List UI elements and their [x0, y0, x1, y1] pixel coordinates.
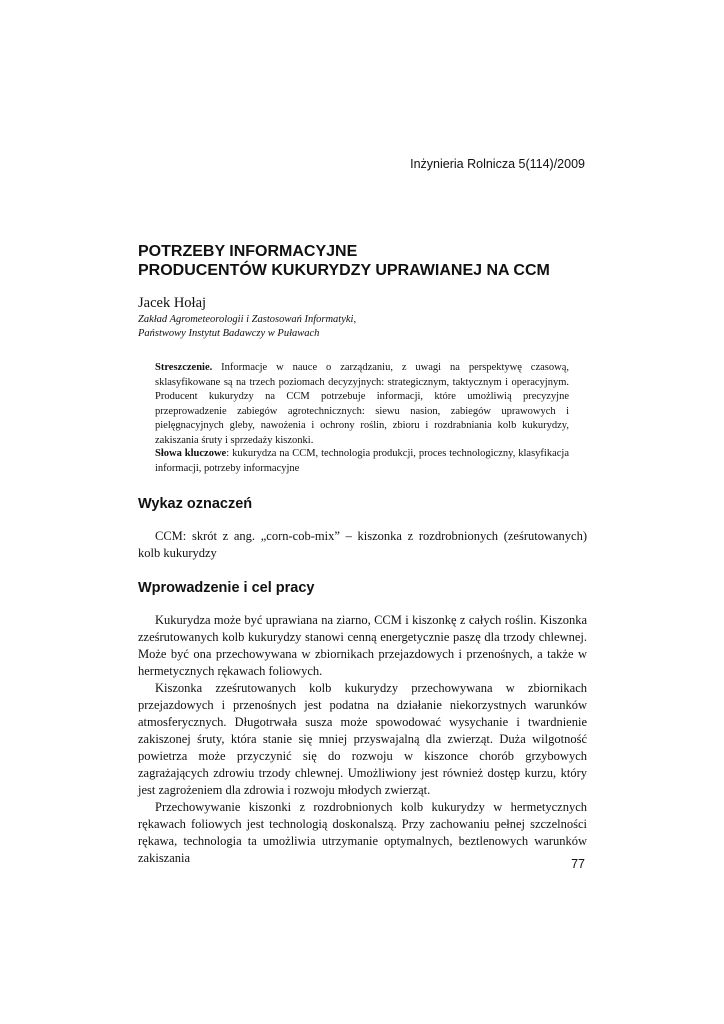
- intro-paragraph-3: Przechowywanie kiszonki z rozdrobnionych kolb kukurydzy w hermetycznych rękawach foliowych jest technologią doskonalszą. Przy zachowaniu pełnej szczelności rękawa, technologia ta umożliwia utrzymanie optymalnych, beztlenowych warunków zakiszania: [138, 800, 587, 865]
- journal-header: Inżynieria Rolnicza 5(114)/2009: [410, 157, 585, 171]
- keywords-label: Słowa kluczowe: [155, 448, 227, 459]
- affiliation-line-1: Zakład Agrometeorologii i Zastosowań Informatyki,: [138, 314, 357, 325]
- notation-heading: Wykaz oznaczeń: [138, 496, 253, 512]
- title-line-2: PRODUCENTÓW KUKURYDZY UPRAWIANEJ NA CCM: [138, 262, 550, 279]
- notation-text: [138, 528, 587, 562]
- page-number: 77: [571, 857, 585, 871]
- abstract-text: Informacje w nauce o zarządzaniu, z uwagi na perspektywę czasową, sklasyfikowane są na trzech poziomach decyzyjnych: strategicznym, taktycznym i operacyjnym. Producent kukurydzy na CCM potrzebuje informacji, które umożliwią precyzyjne przeprowadzenie zabiegów agrotechnicznych: siewu nasion, zabiegów uprawowych i pielęgnacyjnych gleby, nawożenia i ochrony roślin, zbioru i rozdrabniania kolb kukurydzy, zakiszania śruty i sprzedaży kiszonki.: [155, 362, 569, 446]
- notation-paragraph: CCM: skrót z ang. „corn-cob-mix” – kiszonka z rozdrobnionych (ześrutowanych) kolb kukurydzy: [138, 529, 587, 560]
- intro-heading: Wprowadzenie i cel pracy: [138, 580, 315, 596]
- abstract: [155, 361, 569, 448]
- abstract-label: Streszczenie.: [155, 362, 213, 373]
- keywords: [155, 447, 569, 476]
- paper-title: [138, 242, 598, 280]
- author-affiliation: [138, 313, 356, 341]
- intro-paragraph-2: Kiszonka zześrutowanych kolb kukurydzy przechowywana w zbiornikach przejazdowych i przenośnych jest podatna na działanie niekorzystnych warunków atmosferycznych. Długotrwała susza może spowodować wysychanie i twardnienie zakiszonej śruty, która stanie się mniej przyswajalną dla zwierząt. Duża wilgotność powietrza może przyczynić się do rozwoju w kiszonce chorób grzybowych zagrażających zdrowiu trzody chlewnej. Umożliwiony jest również dostęp kurzu, który jest zagrożeniem dla zdrowia i rozwoju młodych zwierząt.: [138, 681, 587, 797]
- keywords-text: : kukurydza na CCM, technologia produkcji, proces technologiczny, klasyfikacja informacji, potrzeby informacyjne: [155, 448, 569, 474]
- intro-paragraph-1: Kukurydza może być uprawiana na ziarno, CCM i kiszonkę z całych roślin. Kiszonka zześrutowanych kolb kukurydzy stanowi cenną energetycznie paszę dla trzody chlewnej. Może być ona przechowywana w zbiornikach przejazdowych i przenośnych, a także w hermetycznych rękawach foliowych.: [138, 613, 587, 678]
- affiliation-line-2: Państwowy Instytut Badawczy w Puławach: [138, 328, 320, 339]
- intro-body: [138, 612, 587, 867]
- author-name: Jacek Hołaj: [138, 295, 207, 311]
- title-line-1: POTRZEBY INFORMACYJNE: [138, 243, 358, 260]
